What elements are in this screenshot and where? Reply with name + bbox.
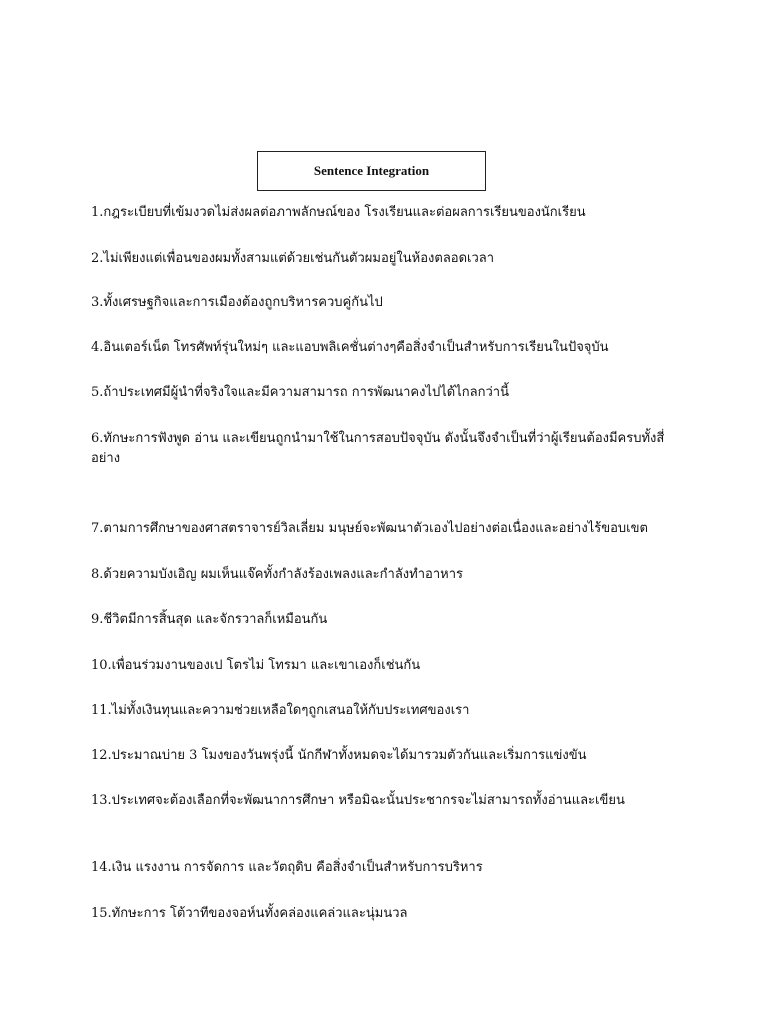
list-item: 8.ด้วยความบังเอิญ ผมเห็นแจ๊คทั้งกำลังร้องเพลงและกำลังทำอาหาร [91,567,463,582]
list-item: 2.ไม่เพียงแต่เพื่อนของผมทั้งสามแต่ด้วยเช่นกันตัวผมอยู่ในห้องตลอดเวลา [91,251,495,266]
list-item: 6.ทักษะการฟังพูด อ่าน และเขียนถูกนำมาใช้ในการสอบปัจจุบัน ดังนั้นจึงจำเป็นที่ว่าผู้เรียนต้องมีครบทั้งสี่อย่าง [91,431,665,466]
list-item: 4.อินเตอร์เน็ต โทรศัพท์รุ่นใหม่ๆ และแอบพลิเคชั่นต่างๆคือสิ่งจำเป็นสำหรับการเรียนในปัจจุบัน [91,340,609,355]
list-item: 10.เพื่อนร่วมงานของเป โตรไม่ โทรมา และเขาเองก็เช่นกัน [91,658,421,673]
list-item: 3.ทั้งเศรษฐกิจและการเมืองต้องถูกบริหารควบคู่กันไป [91,295,383,310]
list-item: 11.ไม่ทั้งเงินทุนและความช่วยเหลือใดๆถูกเสนอให้กับประเทศของเรา [91,703,470,718]
list-item: 15.ทักษะการ โต้วาทีของจอห์นทั้งคล่องแคล่วและนุ่มนวล [91,906,408,921]
document-title: Sentence Integration [257,151,486,191]
list-item: 9.ชีวิตมีการสิ้นสุด และจักรวาลก็เหมือนกัน [91,612,328,627]
list-item: 12.ประมาณบ่าย 3 โมงของวันพรุ่งนี้ นักกีฬาทั้งหมดจะได้มารวมตัวกันและเริ่มการแข่งขัน [91,748,587,763]
list-item: 1.กฎระเบียบที่เข้มงวดไม่ส่งผลต่อภาพลักษณ์ของ โรงเรียนและต่อผลการเรียนของนักเรียน [91,205,586,220]
list-item: 14.เงิน แรงงาน การจัดการ และวัตถุดิบ คือสิ่งจำเป็นสำหรับการบริหาร [91,860,483,875]
list-item: 13.ประเทศจะต้องเลือกที่จะพัฒนาการศึกษา หรือมิฉะนั้นประชากรจะไม่สามารถทั้งอ่านและเขียน [91,793,625,808]
list-item: 7.ตามการศึกษาของศาสตราจารย์วิลเลี่ยม มนุษย์จะพัฒนาตัวเองไปอย่างต่อเนื่องและอย่างไร้ขอบเขต [91,521,648,536]
list-item: 5.ถ้าประเทศมีผู้นำที่จริงใจและมีความสามารถ การพัฒนาคงไปได้ไกลกว่านี้ [91,385,509,400]
